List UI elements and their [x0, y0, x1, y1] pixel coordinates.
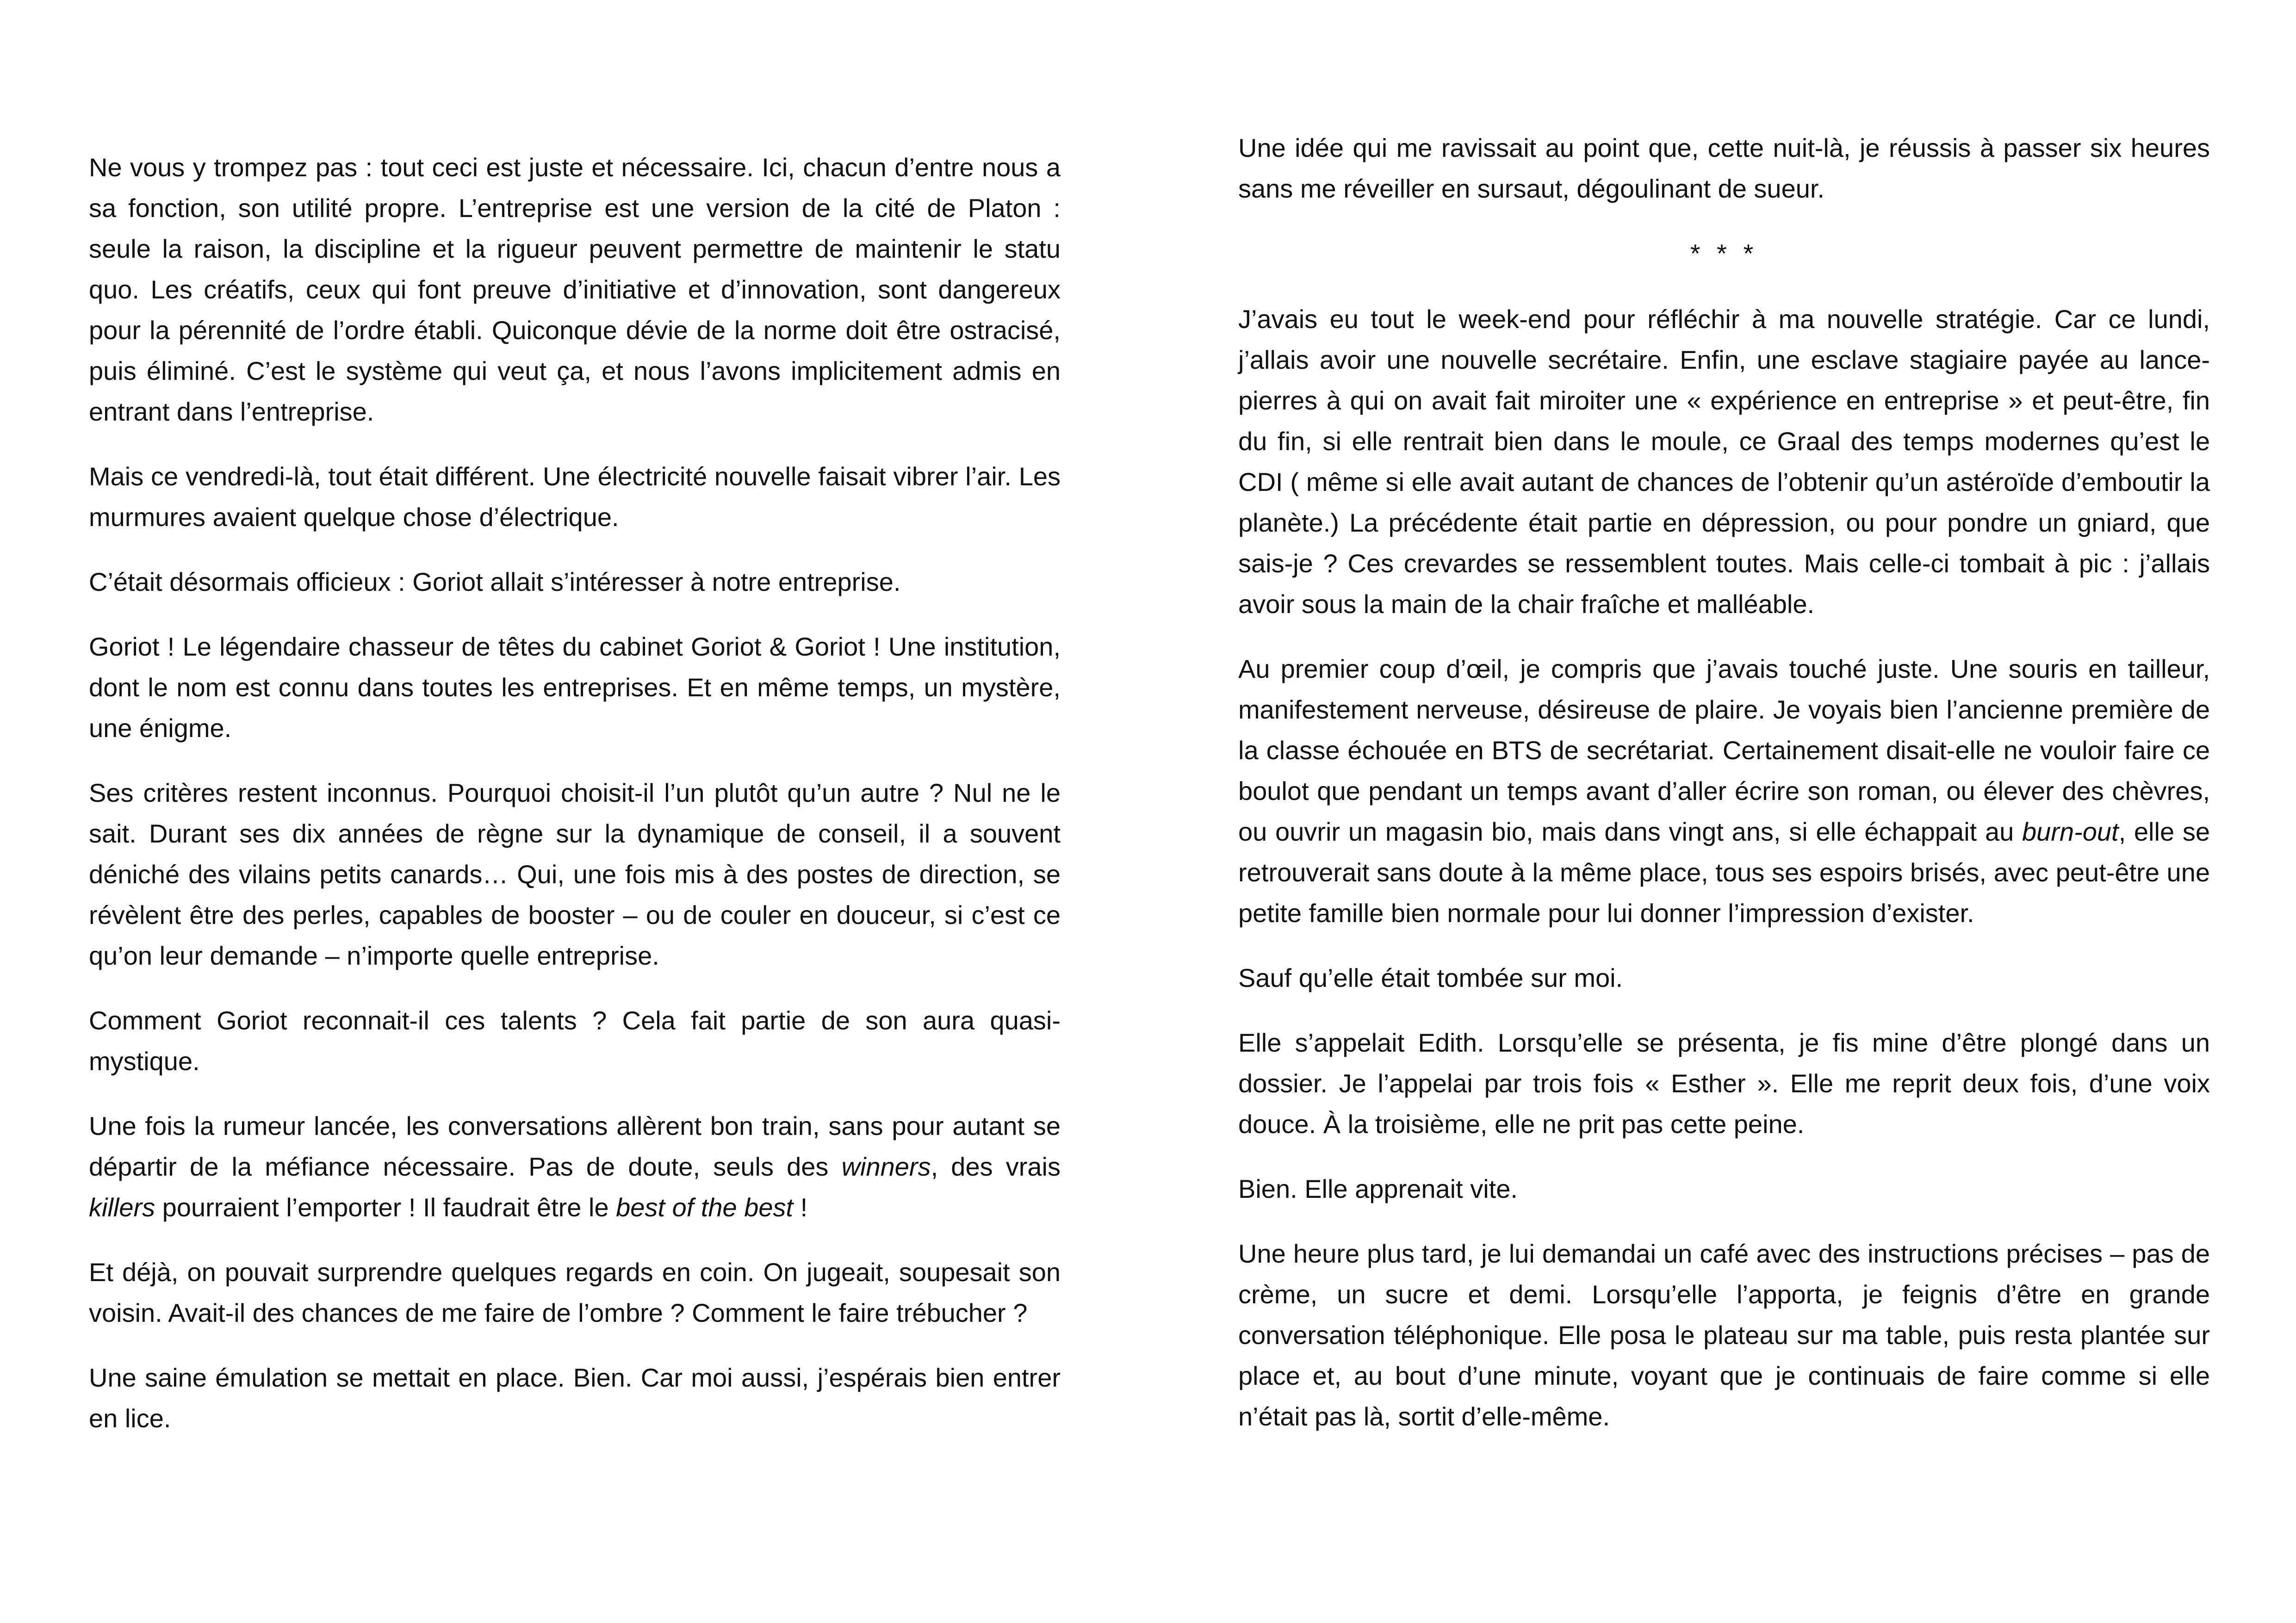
paragraph: J’avais eu tout le week-end pour réfléchir à ma nouvelle stratégie. Car ce lundi, j’allais avoir une nouvelle secrétaire. Enfin, une esclave stagiaire payée au lance-pierres à qui on avait fait miroiter une « expérience en entreprise » et peut-être, fin du fin, si elle rentrait bien dans le moule, ce Graal des temps modernes qu’est le CDI ( même si elle avait autant de chances de l’obtenir qu’un astéroïde d’emboutir la planète.) La précédente était partie en dépression, ou pour pondre un gniard, que sais-je ? Ces crevardes se ressemblent toutes. Mais celle-ci tombait à pic : j’allais avoir sous la main de la chair fraîche et malléable.	[1238, 304, 2210, 619]
paragraph: Une heure plus tard, je lui demandai un café avec des instructions précises – pas de crème, un sucre et demi. Lorsqu’elle l’apporta, je feignis d’être en grande conversation téléphonique. Elle posa le plateau sur ma table, puis resta plantée sur place et, au bout d’une minute, voyant que je continuais de faire comme si elle n’était pas là, sortit d’elle-même.	[1238, 1239, 2210, 1431]
paragraph: Une saine émulation se mettait en place. Bien. Car moi aussi, j’espérais bien entrer en lice.	[89, 1363, 1061, 1433]
paragraph	[1238, 649, 2210, 934]
paragraph: Ne vous y trompez pas : tout ceci est juste et nécessaire. Ici, chacun d’entre nous a sa fonction, son utilité propre. L’entreprise est une version de la cité de Platon : seule la raison, la discipline et la rigueur peuvent permettre de maintenir le statu quo. Les créatifs, ceux qui font preuve d’initiative et d’innovation, sont dangereux pour la pérennité de l’ordre établi. Quiconque dévie de la norme doit être ostracisé, puis éliminé. C’est le système qui veut ça, et nous l’avons implicitement admis en entrant dans l’entreprise.	[89, 153, 1061, 426]
text-run: , elle se retrouverait sans doute à la même place, tous ses espoirs brisés, avec peut-être une petite famille bien normale pour lui donner l’impression d’exister.	[1238, 817, 2210, 928]
paragraph: Elle s’appelait Edith. Lorsqu’elle se présenta, je fis mine d’être plongé dans un dossier. Je l’appelai par trois fois « Esther ». Elle me reprit deux fois, d’une voix douce. À la troisième, elle ne prit pas cette peine.	[1238, 1028, 2210, 1139]
right-page	[1238, 128, 2210, 1461]
text-run: , des vrais	[931, 1152, 1061, 1181]
text-run: Une fois la rumeur lancée, les conversations allèrent bon train, sans pour autant se départir de la méfiance nécessaire. Pas de doute, seuls des	[89, 1111, 1061, 1181]
italic-text: burn-out	[2022, 817, 2119, 846]
paragraph: Sauf qu’elle était tombée sur moi.	[1238, 963, 1623, 992]
paragraph: Goriot ! Le légendaire chasseur de têtes du cabinet Goriot & Goriot ! Une institution, dont le nom est connu dans toutes les entreprises. Et en même temps, un mystère, une énigme.	[89, 632, 1061, 743]
text-run: pourraient l’emporter ! Il faudrait être le	[155, 1193, 616, 1222]
paragraph: Bien. Elle apprenait vite.	[1238, 1174, 1518, 1203]
text-run: !	[793, 1193, 808, 1222]
italic-text: winners	[841, 1152, 931, 1181]
paragraph: Une idée qui me ravissait au point que, cette nuit-là, je réussis à passer six heures sans me réveiller en sursaut, dégoulinant de sueur.	[1238, 133, 2210, 203]
paragraph: Ses critères restent inconnus. Pourquoi choisit-il l’un plutôt qu’un autre ? Nul ne le sait. Durant ses dix années de règne sur la dynamique de conseil, il a souvent déniché des vilains petits canards… Qui, une fois mis à des postes de direction, se révèlent être des perles, capables de booster – ou de couler en douceur, si c’est ce qu’on leur demande – n’importe quelle entreprise.	[89, 778, 1061, 970]
paragraph: Mais ce vendredi-là, tout était différent. Une électricité nouvelle faisait vibrer l’air. Les murmures avaient quelque chose d’électrique.	[89, 462, 1061, 532]
paragraph: Comment Goriot reconnait-il ces talents ? Cela fait partie de son aura quasi-mystique.	[89, 1006, 1061, 1076]
left-page	[89, 147, 1061, 1463]
text-run: Au premier coup d’œil, je compris que j’avais touché juste. Une souris en tailleur, manifestement nerveuse, désireuse de plaire. Je voyais bien l’ancienne première de la classe échouée en BTS de secrétariat. Certainement disait-elle ne vouloir faire ce boulot que pendant un temps avant d’aller écrire son roman, ou élever des chèvres, ou ouvrir un magasin bio, mais dans vingt ans, si elle échappait au	[1238, 654, 2210, 846]
italic-text: killers	[89, 1193, 155, 1222]
italic-text: best of the best	[616, 1193, 794, 1222]
paragraph: C’était désormais officieux : Goriot allait s’intéresser à notre entreprise.	[89, 567, 901, 596]
paragraph: Et déjà, on pouvait surprendre quelques regards en coin. On jugeait, soupesait son voisin. Avait-il des chances de me faire de l’ombre ? Comment le faire trébucher ?	[89, 1258, 1061, 1327]
paragraph	[89, 1106, 1061, 1228]
scene-separator: * * *	[1690, 239, 1758, 268]
